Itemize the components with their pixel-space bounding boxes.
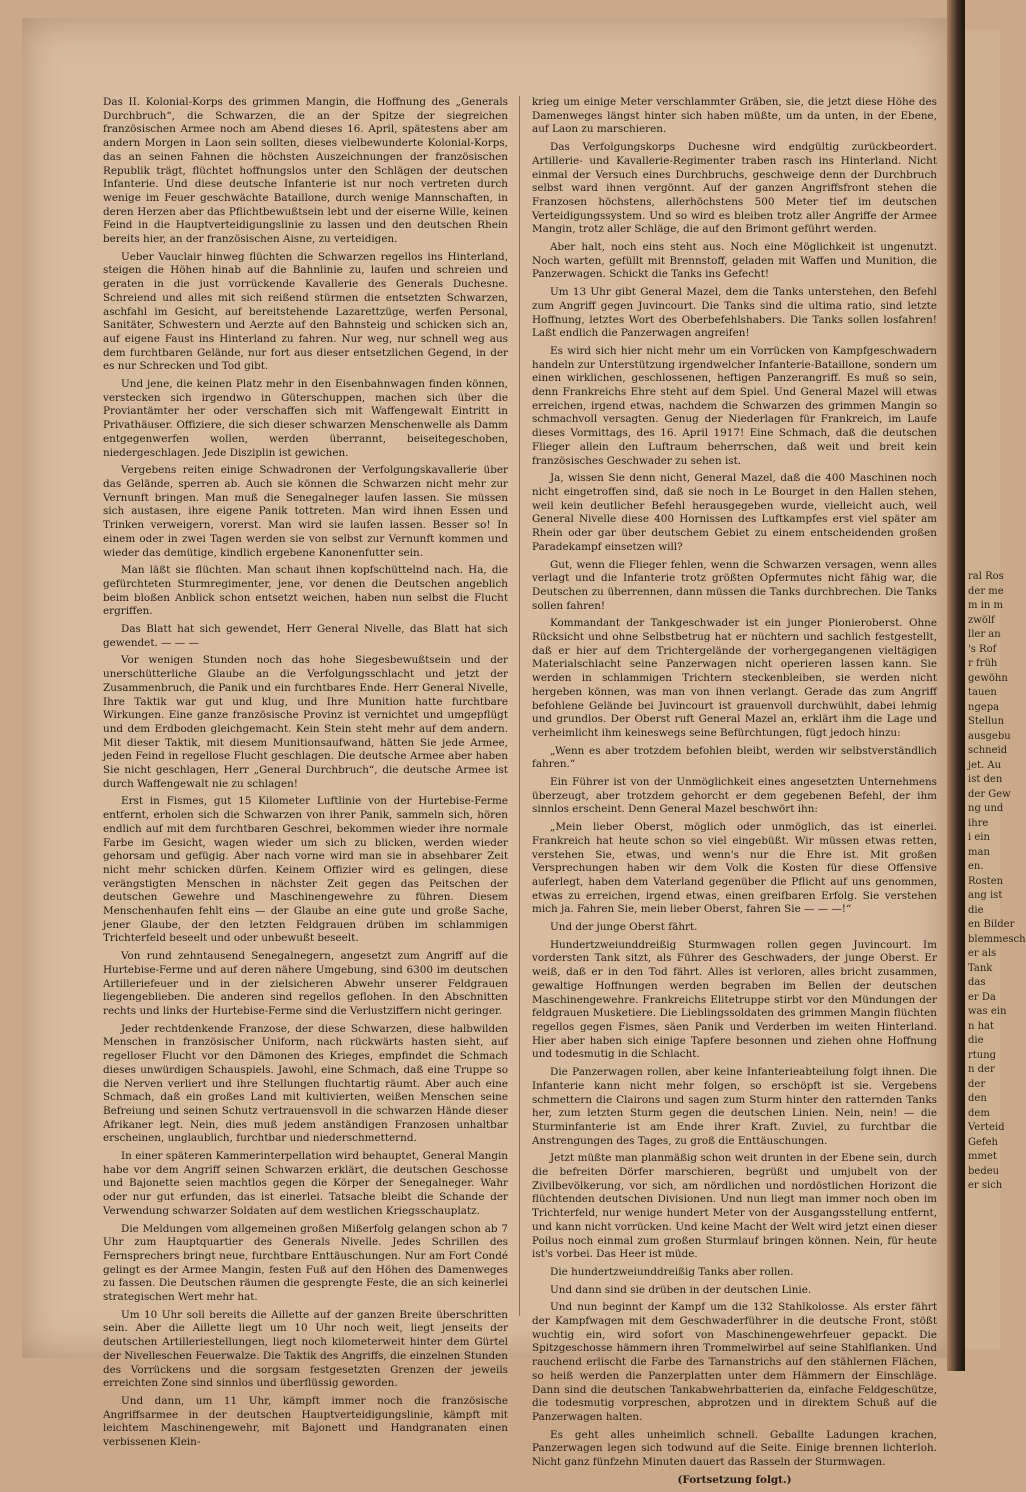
- paragraph: Die Panzerwagen rollen, aber keine Infanterieabteilung folgt ihnen. Die Infanterie kann nicht mehr folgen, so erschöpft ist sie. Vergebens schmettern die Clairons und sagen zum Sturm hinter den ratternden Tanks her, zum letzten Sturm gegen die deutschen Linien. Nein, nein! — die Sturminfanterie ist am Ende ihrer Kraft. Zuviel, zu furchtbar die Anstrengungen des Tages, zu groß die Enttäuschungen.: [532, 1066, 937, 1147]
- fragment: en Bilder: [968, 919, 1015, 930]
- left-text-column: [103, 96, 508, 1454]
- paragraph: Und der junge Oberst fährt.: [550, 921, 698, 934]
- paragraph: Das Blatt hat sich gewendet, Herr General Nivelle, das Blatt hat sich gewendet. — — —: [103, 623, 508, 649]
- fragment: ng und: [968, 803, 1004, 814]
- fragment: die: [968, 1035, 984, 1046]
- fragment: tauen: [968, 687, 997, 698]
- paragraph: Aber halt, noch eins steht aus. Noch eine Möglichkeit ist ungenutzt. Noch warten, gefüllt mit Brennstoff, geladen mit Waffen und Munition, die Panzerwagen. Schickt die Tanks ins Gefecht!: [532, 241, 937, 281]
- fragment: das: [968, 977, 986, 988]
- fragment: ngepa: [968, 701, 1000, 713]
- fragment: Verteid: [968, 1122, 1005, 1133]
- fragment: mmet: [968, 1151, 997, 1162]
- paragraph: Und nun beginnt der Kampf um die 132 Stahlkolosse. Als erster fährt der Kampfwagen mit dem Geschwaderführer in die deutsche Front, stößt wuchtig ein, wird sofort von Maschinengewehrfeuer gepackt. Die Spitzgeschosse hämmern ihren Trommelwirbel auf seine Stahlflanken. Und rauchend erlischt die Farbe des Tarnanstrichs auf den stählernen Flächen, so heiß werden die Panzerplatten unter dem Hämmern der Einschläge. Dann sind die deutschen Tankabwehrbatterien da, einfache Feldgeschütze, die todesmutig vorpreschen, abprotzen und in direktem Schuß auf die Panzerwagen halten.: [532, 1301, 937, 1423]
- fragment: der me: [968, 585, 1004, 597]
- paragraph: „Mein lieber Oberst, möglich oder unmöglich, das ist einerlei. Frankreich hat heute schon so viel eingebüßt. Wir müssen etwas retten, verstehen Sie, etwas, und wenn's nur die Ehre ist. Mit großen Versprechungen haben wir dem Volk die Kosten für diese Offensive auferlegt, haben dem Vaterland gegenüber die Pflicht auf uns genommen, etwas zu erreichen, irgend etwas, einen greifbaren Erfolg. Sie verstehen mich ja. Fahren Sie, mein lieber Oberst, fahren Sie — — —!“: [532, 821, 937, 916]
- paragraph: Ein Führer ist von der Unmöglichkeit eines angesetzten Unternehmens überzeugt, aber trotzdem gehorcht er dem gegebenen Befehl, der ihm sinnlos erscheint. Denn General Mazel beschwört ihn:: [532, 776, 937, 816]
- fragment: ller an: [968, 629, 1001, 640]
- paragraph: Erst in Fismes, gut 15 Kilometer Luftlinie von der Hurtebise-Ferme entfernt, erholen sich die Schwarzen von ihrer Panik, sammeln sich, hören endlich auf mit dem furchtbaren Geschrei, bekommen wieder ihre normale Farbe im Gesicht, wagen wieder um sich zu blicken, werden wieder gehorsam und gefügig. Aber nach vorne wird man sie in absehbarer Zeit nicht mehr schicken dürfen. Keinem Offizier wird es gelingen, diese verängstigten Menschen in nächster Zeit gegen das Peitschen der deutschen Gewehre und Maschinengewehre zu führen. Diesem Menschenhaufen fehlt eins — der Glaube an eine gute und große Sache, jener Glaube, der den letzten Feldgrauen drüben im schlammigen Trichterfeld beseelt und oder unbewußt beseelt.: [103, 795, 508, 945]
- paragraph: Es wird sich hier nicht mehr um ein Vorrücken von Kampfgeschwadern handeln zur Unterstützung irgendwelcher Infanterie-Bataillone, sondern um einen wirklichen, geschlossenen, heftigen Panzerangriff. Es muß so sein, denn Frankreichs Ehre steht auf dem Spiel. Und General Mazel will etwas erreichen, irgend etwas, nachdem die Schwarzen des grimmen Mangin so schmachvoll versagten. Genug der Niederlagen für Frankreich, im Laufe dieses Vormittags, des 16. April 1917! Eine Schmach, daß die deutschen Flieger allein den Luftraum beherrschen, daß weit und breit kein französisches Geschwader zu sehen ist.: [532, 344, 937, 467]
- fragment: dem: [968, 1107, 990, 1119]
- fragment: rtung: [968, 1049, 997, 1061]
- paragraph: Um 10 Uhr soll bereits die Aillette auf der ganzen Breite überschritten sein. Aber die Aillette liegt um 10 Uhr noch weit, liegt jenseits der deutschen Artilleriestellungen, liegt noch kilometerweit hinter dem Gürtel der Nivelleschen Feuerwalze. Die Taktik des Angriffs, die einzelnen Stunden des Vorrückens und die sorgsam festgesetzten Grenzen der jeweils erreichten Zone sind sinnlos und überflüssig geworden.: [103, 1308, 508, 1390]
- fragment: n hat: [968, 1020, 995, 1032]
- paragraph: Die Meldungen vom allgemeinen großen Mißerfolg gelangen schon ab 7 Uhr zum Hauptquartier des Generals Nivelle. Jedes Schrillen des Fernsprechers bringt neue, furchtbare Enttäuschungen. Nur am Fort Condé gelingt es der Armee Mangin, festen Fuß auf den Höhen des Damenweges zu fassen. Die Deutschen räumen die gesprengte Feste, die an sich keinerlei strategischen Wert mehr hat.: [103, 1222, 508, 1304]
- paragraph: Man läßt sie flüchten. Man schaut ihnen kopfschüttelnd nach. Ha, die gefürchteten Sturmregimenter, jene, vor denen die Deutschen angeblich beim bloßen Anblick schon entsetzt weichen, haben nun selbst die Flucht ergriffen.: [103, 564, 508, 618]
- fragment: ihre: [968, 817, 989, 829]
- fragment: der: [968, 1078, 986, 1090]
- fragment: Stellun: [968, 716, 1005, 727]
- fragment: Tank: [968, 962, 993, 974]
- fragment: ral Ros: [968, 571, 1004, 582]
- paragraph: Und dann, um 11 Uhr, kämpft immer noch die französische Angriffsarmee in der deutschen Hauptverteidigungslinie, kämpft mit leichtem Maschinengewehr, mit Bajonett und Handgranaten einen verbissenen Klein-: [103, 1394, 508, 1449]
- fragment: er Da: [968, 991, 996, 1003]
- fragment: was ein: [968, 1006, 1007, 1017]
- paragraph: Von rund zehntausend Senegalnegern, angesetzt zum Angriff auf die Hurtebise-Ferme und auf deren nähere Umgebung, sind 6300 im deutschen Artilleriefeuer und in der zielsicheren Abwehr unserer Feldgrauen liegengeblieben. Die anderen sind regellos geflohen. In den Abschnitten rechts und links der Hurtebise-Ferme sind die Verlustziffern nicht geringer.: [103, 950, 508, 1017]
- fragment: schneid: [968, 745, 1008, 756]
- paragraph: Die hundertzweiunddreißig Tanks aber rollen.: [550, 1265, 794, 1278]
- paragraph: Hundertzweiunddreißig Sturmwagen rollen gegen Juvincourt. Im vordersten Tank sitzt, als Führer des Geschwaders, der junge Oberst. Er weiß, daß er in den Tod fährt. Alles ist verloren, alles bricht zusammen, gewaltige Hoffnungen werden begraben im Bellen der deutschen Maschinengewehre. Frankreichs Elitetruppe stirbt vor den Mündungen der feldgrauen Musketiere. Die Lieblingssoldaten des grimmen Mangin flüchten regellos gegen Fismes, säen Panik und Verderben im weiten Hinterland. Hier aber haben sich einige Tapfere besonnen und ziehen ohne Hoffnung und todesmutig in die Schlacht.: [532, 938, 937, 1061]
- fragment: Rosten: [968, 875, 1004, 887]
- fragment: 's Rof: [968, 643, 997, 655]
- paragraph: „Wenn es aber trotzdem befohlen bleibt, werden wir selbstverständlich fahren.“: [532, 744, 937, 771]
- fragment: man: [968, 846, 990, 858]
- fragment: en.: [968, 861, 984, 872]
- paragraph: Vergebens reiten einige Schwadronen der Verfolgungskavallerie über das Gelände, sperren ab. Auch sie können die Schwarzen nicht mehr zur Vernunft bringen. Man muß die Senegalneger laufen lassen. Sie müssen sich austasen, ihre eigene Panik tottreten. Man wird ihnen Essen und Trinken verweigern, vorerst. Man wird sie laufen lassen. Besser so! In einem oder in zwei Tagen werden sie von selbst zur Vernunft kommen und wieder das demütige, kindlich ergebene Kanonenfutter sein.: [103, 464, 508, 559]
- paragraph: Das II. Kolonial-Korps des grimmen Mangin, die Hoffnung des „Generals Durchbruch“, die Schwarzen, die an der Spitze der siegreichen französischen Armee noch am Abend dieses 16. April, spätestens aber am andern Morgen in Laon sein sollten, dieses vielbewunderte Kolonial-Korps, das an seinen Fahnen die höchsten Auszeichnungen der französischen Republik trägt, flüchtet hoffnungslos unter den Schlägen der deutschen Infanterie. Und diese deutsche Infanterie ist nur noch vertreten durch wenige im Feuer geschwächte Bataillone, durch wenige Mannschaften, in deren Herzen aber das Pflichtbewußtsein lebt und der eiserne Wille, keinen Feind in die Hauptverteidigungslinie zu lassen und den deutschen Rhein bereits hier, an der französischen Aisne, zu verteidigen.: [103, 96, 508, 246]
- paragraph: In einer späteren Kammerinterpellation wird behauptet, General Mangin habe vor dem Angriff seinen Schwarzen erklärt, die deutschen Geschosse und Bajonette seien machtlos gegen die Körper der Senegalneger. Wahr oder nur gut erfunden, das ist einerlei. Tatsache bleibt die Schande der Verwendung schwarzer Soldaten auf dem westlichen Kriegsschauplatz.: [103, 1150, 508, 1217]
- fragment: Gefeh: [968, 1136, 998, 1148]
- paragraph: Jeder rechtdenkende Franzose, der diese Schwarzen, diese halbwilden Menschen in französischer Uniform, nach rückwärts hasten sieht, auf regelloser Flucht vor den Dämonen des Krieges, empfindet die Schmach dieses unwürdigen Schauspiels. Jawohl, eine Schmach, daß eine Truppe so die Nerven verliert und ihre Stellungen fluchtartig räumt. Aber auch eine Schmach, daß ein großes Land mit kultivierten, weißen Menschen seine Befreiung und seinen Schutz vertrauensvoll in die schwarzen Hände dieser Afrikaner legt. Nein, dies muß jedem anständigen Franzosen unhaltbar erscheinen, unglaublich, furchtbar und niederschmetternd.: [103, 1022, 508, 1145]
- paragraph: krieg um einige Meter verschlammter Gräben, sie, die jetzt diese Höhe des Damenweges längst hinter sich haben müßte, um da unten, in der Ebene, auf Laon zu marschieren.: [532, 96, 937, 136]
- paragraph: Jetzt müßte man planmäßig schon weit drunten in der Ebene sein, durch die befreiten Dörfer marschieren, begrüßt und umjubelt von der Zivilbevölkerung, vor sich, am nördlichen und nordöstlichen Horizont die flüchtenden deutschen Divisionen. Und nun liegt man immer noch oben im Trichterfeld, nur wenige hundert Meter von der Ausgangsstellung entfernt, und kann nicht vorrücken. Und keine Macht der Welt wird jetzt einen dieser Poilus noch einmal zum großen Sturmlauf bringen können. Nein, für heute ist's vorbei. Das Heer ist müde.: [532, 1152, 937, 1261]
- right-text-column: [532, 96, 937, 1492]
- column-divider: [519, 96, 520, 1316]
- paragraph: Ueber Vauclair hinweg flüchten die Schwarzen regellos ins Hinterland, steigen die Höhen hinab auf die Bahnlinie zu, laufen und schreien und geraten in die just vorrückende Kavallerie des Generals Duchesne. Schreiend und alles mit sich reißend stürmen die entsetzten Schwarzen, aschfahl im Gesicht, auf bereitstehende Lazarettzüge, werfen Personal, Sanitäter, Schwestern und Aerzte auf den Bahnsteig und schicken sich an, auf eigene Faust ins Hinterland zu fahren. Nur weg, nur schnell weg aus dem furchtbaren Gelände, nur fort aus dieser entsetzlichen Gegend, in der es nur Schrecken und Tod gibt.: [103, 250, 508, 373]
- paragraph: Das Verfolgungskorps Duchesne wird endgültig zurückbeordert. Artillerie- und Kavallerie-Regimenter traben rasch ins Hinterland. Nicht einmal der Versuch eines Durchbruchs, geschweige denn der Durchbruch selbst ward ihnen vergönnt. Auf der ganzen Angriffsfront stehen die Franzosen höchstens, allerhöchstens 500 Meter tief im deutschen Verteidigungssystem. Und so wird es bleiben trotz aller Angriffe der Armee Mangin, trotz aller Schläge, die auf den Brimont geführt werden.: [532, 141, 937, 236]
- paragraph: Und jene, die keinen Platz mehr in den Eisenbahnwagen finden können, verstecken sich irgendwo in Güterschuppen, machen sich über die Proviantämter her oder verschaffen sich mit Waffengewalt Eintritt in Privathäuser. Offiziere, die sich dieser schwarzen Menschenwelle als Damm entgegenwerfen wollen, werden überrannt, beiseitegeschoben, niedergeschlagen. Jede Disziplin ist gewichen.: [103, 378, 508, 459]
- fragment: der Gew: [968, 788, 1011, 800]
- fragment: gewöhn: [968, 672, 1008, 684]
- continuation-note: (Fortsetzung folgt.): [677, 1473, 792, 1486]
- fragment: zwölf: [968, 614, 995, 626]
- book-gutter: [947, 0, 965, 1371]
- fragment: er als: [968, 948, 997, 959]
- fragment: blemmesch: [968, 933, 1026, 945]
- fragment: ang ist: [968, 890, 1003, 901]
- fragment: jet. Au: [968, 759, 1002, 771]
- paragraph: Und dann sind sie drüben in der deutschen Linie.: [550, 1283, 812, 1296]
- fragment: ist den: [968, 774, 1003, 785]
- fragment: r früh: [968, 658, 998, 669]
- paragraph: Ja, wissen Sie denn nicht, General Mazel, daß die 400 Maschinen noch nicht eingetroffen sind, daß sie noch in Le Bourget in den Hallen stehen, weil kein deutlicher Befehl herausgegeben wurde, vielleicht auch, weil General Nivelle diese 400 Hornissen des Luftkampfes erst viel später am Rhein oder gar über deutschem Gebiet zu einem entscheidenden großen Paradekampf einsetzen will?: [532, 472, 937, 553]
- fragment: den: [968, 1093, 987, 1104]
- fragment: die: [968, 904, 984, 916]
- fragment: m in m: [968, 600, 1003, 611]
- fragment: ausgebu: [968, 730, 1011, 742]
- paragraph: Vor wenigen Stunden noch das hohe Siegesbewußtsein und der unerschütterliche Glaube an die Verfolgungsschlacht und jetzt der Zusammenbruch, die Panik und ein furchtbares Ende. Herr General Nivelle, Ihre Taktik war gut und klug, und Ihre Munition hatte furchtbare Wirkungen. Eine ganze französische Provinz ist vernichtet und umgepflügt und dem Erdboden gleichgemacht. Kein Stein steht mehr auf dem andern. Mit dieser Taktik, mit diesem Munitionsaufwand, hätten Sie jede Armee, jeden Feind in regellose Flucht geschlagen. Die deutsche Armee aber haben Sie nicht geschlagen, Herr „General Durchbruch“, die deutsche Armee ist durch Waffengewalt nie zu schlagen!: [103, 654, 508, 790]
- fragment: n der: [968, 1064, 995, 1075]
- next-page-edge: [965, 30, 1026, 1350]
- fragment: er sich: [968, 1180, 1003, 1191]
- paragraph: Gut, wenn die Flieger fehlen, wenn die Schwarzen versagen, wenn alles verlagt und die Infanterie trotz größten Opfermutes nicht fähig war, die Deutschen zu überrennen, dann müssen die Tanks durchbrechen. Die Tanks sollen fahren!: [532, 558, 937, 612]
- paragraph: Kommandant der Tankgeschwader ist ein junger Pionieroberst. Ohne Rücksicht und ohne Selbstbetrug hat er nüchtern und sachlich festgestellt, daß er hier auf dem Trichtergelände der vorhergegangenen vieltägigen Materialschlacht seine Panzerwagen nicht operieren lassen kann. Sie werden in schlammigen Trichtern steckenbleiben, sie werden nicht hergeben können, was man von ihnen verlangt. Gerade das zum Angriff befohlene Gelände bei Juvincourt ist grauenvoll durchwühlt, dabei lehmig und grundlos. Der Oberst ruft General Mazel an, erklärt ihm die Lage und verheimlicht ihm keineswegs seine Befürchtungen, fügt jedoch hinzu:: [532, 617, 937, 739]
- fragment: i ein: [968, 832, 990, 843]
- paragraph: Es geht alles unheimlich schnell. Geballte Ladungen krachen, Panzerwagen legen sich todwund auf die Seite. Einige brennen lichterloh. Nicht ganz fünfzehn Minuten dauert das Rasseln der Sturmwagen.: [532, 1428, 937, 1469]
- paragraph: Um 13 Uhr gibt General Mazel, dem die Tanks unterstehen, den Befehl zum Angriff gegen Juvincourt. Die Tanks sind die ultima ratio, sind letzte Hoffnung, letztes Wort des Oberbefehlshabers. Die Tanks sollen losfahren! Laßt endlich die Panzerwagen angreifen!: [532, 286, 937, 340]
- next-page-fragments: [965, 570, 1026, 1194]
- fragment: bedeu: [968, 1165, 1000, 1177]
